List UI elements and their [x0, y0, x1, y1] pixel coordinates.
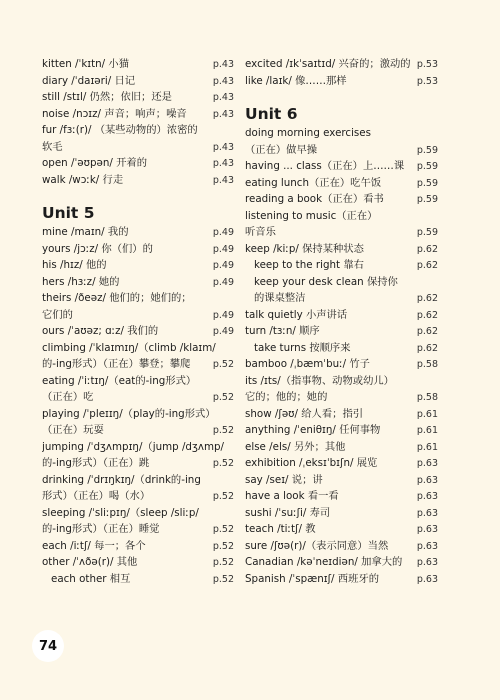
entry-page-ref: p.49	[212, 243, 234, 255]
vocab-entry	[245, 191, 438, 208]
entry-text: theirs /ðeəz/ 他们的；她们的；	[42, 292, 192, 304]
vocab-entry	[42, 106, 234, 123]
entry-text: climbing /ˈklaɪmɪŋ/（climb /klaɪm/	[42, 341, 216, 354]
entry-line	[245, 472, 438, 489]
entry-page-ref: p.49	[212, 309, 234, 321]
vocab-entry	[245, 125, 438, 158]
unit5-heading: Unit 5	[42, 204, 95, 222]
entry-line	[245, 257, 438, 274]
vocab-entry	[42, 340, 234, 373]
entry-text: Spanish /ˈspænɪʃ/ 西班牙的	[245, 572, 379, 585]
vocab-entry	[42, 257, 234, 274]
entry-page-ref: p.59	[416, 177, 438, 189]
entry-line	[245, 356, 438, 373]
entry-line	[42, 89, 234, 106]
entry-page-ref: p.52	[212, 458, 234, 469]
vocab-entry	[42, 290, 234, 323]
entry-page-ref: p.43	[212, 75, 234, 87]
entry-page-ref: p.43	[212, 59, 234, 70]
entry-line	[245, 175, 438, 192]
entry-text: each other 相互	[51, 572, 131, 585]
entry-line-continued	[42, 422, 234, 439]
entry-text: exhibition /ˌeksɪˈbɪʃn/ 展览	[245, 457, 378, 469]
entry-page-ref: p.53	[416, 75, 438, 87]
entry-line-continued	[245, 389, 438, 406]
vocab-entry	[245, 73, 438, 90]
unit6-heading: Unit 6	[245, 105, 298, 123]
entry-text: sushi /ˈsuːʃi/ 寿司	[245, 506, 331, 519]
entry-page-ref: p.63	[416, 458, 438, 469]
entry-page-ref: p.52	[212, 540, 234, 552]
entry-text: fur /fɜː(r)/ （某些动物的）浓密的	[42, 124, 198, 136]
vocab-entry	[245, 56, 438, 73]
vocab-entry	[245, 422, 438, 439]
right-column	[245, 56, 438, 587]
vocab-entry	[42, 274, 234, 291]
entry-text: sleeping /ˈsliːpɪŋ/（sleep /sliːp/	[42, 506, 199, 519]
entry-line	[42, 73, 234, 90]
entry-line	[245, 439, 438, 456]
vocab-entry	[245, 488, 438, 505]
entry-line	[42, 241, 234, 258]
entry-page-ref: p.61	[416, 441, 438, 453]
entry-line	[245, 241, 438, 258]
vocab-entry	[42, 73, 234, 90]
entry-line	[42, 505, 234, 522]
right-group1	[245, 56, 438, 89]
vocab-entry	[42, 554, 234, 571]
entry-text: yours /jɔːz/ 你（们）的	[42, 242, 153, 255]
entry-text: kitten /ˈkɪtn/ 小猫	[42, 58, 130, 70]
entry-line	[42, 340, 234, 357]
entry-line	[245, 406, 438, 423]
entry-page-ref: p.53	[416, 59, 438, 70]
entry-page-ref: p.62	[416, 326, 438, 337]
entry-page-ref: p.62	[416, 293, 438, 304]
entry-text: his /hɪz/ 他的	[42, 259, 107, 271]
entry-page-ref: p.61	[416, 408, 438, 420]
entry-line	[42, 439, 234, 456]
vocab-entry	[42, 472, 234, 505]
entry-page-ref: p.58	[416, 392, 438, 403]
entry-line-continued	[245, 290, 438, 307]
entry-page-ref: p.61	[416, 425, 438, 436]
entry-text: still /stɪl/ 仍然；依旧；还是	[42, 91, 172, 103]
entry-line-continued	[42, 139, 234, 156]
entry-line	[245, 125, 438, 142]
entry-line	[245, 73, 438, 90]
entry-text: other /ˈʌðə(r)/ 其他	[42, 556, 138, 568]
vocab-entry	[42, 406, 234, 439]
entry-page-ref: p.62	[416, 342, 438, 354]
entry-text: having ... class（正在）上……课	[245, 160, 405, 172]
entry-text: Canadian /kəˈneɪdiən/ 加拿大的	[245, 556, 403, 568]
right-group2	[245, 125, 438, 257]
entry-text: listening to music（正在）	[245, 209, 378, 222]
entry-line	[245, 488, 438, 505]
entry-text: eating /ˈiːtɪŋ/（eat的-ing形式）	[42, 374, 197, 387]
vocab-entry	[42, 505, 234, 538]
vocab-entry	[245, 175, 438, 192]
entry-line-continued	[42, 389, 234, 406]
entry-line	[245, 455, 438, 472]
vocab-entry	[42, 373, 234, 406]
entry-line	[42, 554, 234, 571]
entry-text: have a look 看一看	[245, 490, 339, 502]
vocab-entry	[42, 241, 234, 258]
entry-text: ours /ˈaʊəz; ɑːz/ 我们的	[42, 325, 159, 337]
entry-text: keep your desk clean 保持你	[254, 275, 398, 288]
entry-line	[42, 172, 234, 189]
vocab-entry	[245, 455, 438, 472]
vocab-entry	[42, 122, 234, 155]
left-group2	[42, 224, 234, 571]
entry-page-ref: p.49	[212, 326, 234, 337]
vocab-entry	[245, 274, 438, 307]
entry-text: walk /wɔːk/ 行走	[42, 173, 124, 186]
entry-text: 的-ing形式）（正在）跳	[42, 457, 150, 469]
entry-text: show /ʃəʊ/ 给人看；指引	[245, 407, 364, 420]
vocab-entry	[245, 257, 438, 274]
entry-line	[42, 373, 234, 390]
entry-line	[245, 307, 438, 324]
entry-line	[42, 472, 234, 489]
vocab-entry	[245, 406, 438, 423]
entry-line	[245, 340, 438, 357]
entry-page-ref: p.43	[212, 92, 234, 103]
vocab-entry	[245, 538, 438, 555]
entry-text: 它的；他的；她的	[245, 391, 328, 403]
entry-text: （正在）玩耍	[42, 424, 104, 436]
entry-line	[42, 224, 234, 241]
entry-line	[245, 373, 438, 390]
entry-page-ref: p.59	[416, 161, 438, 172]
entry-text: noise /nɔɪz/ 声音；响声；噪音	[42, 107, 187, 120]
entry-text: 形式）（正在）喝（水）	[42, 490, 151, 502]
entry-page-ref: p.58	[416, 359, 438, 370]
entry-text: say /seɪ/ 说；讲	[245, 473, 323, 486]
entry-page-ref: p.43	[212, 141, 234, 153]
entry-text: open /ˈəʊpən/ 开着的	[42, 157, 147, 169]
vocab-entry	[245, 340, 438, 357]
entry-page-ref: p.62	[416, 309, 438, 321]
entry-page-ref: p.62	[416, 243, 438, 255]
entry-text: eating lunch（正在）吃午饭	[245, 176, 382, 189]
entry-line	[245, 521, 438, 538]
entry-line	[245, 208, 438, 225]
entry-line	[42, 155, 234, 172]
entry-line	[245, 274, 438, 291]
entry-text: jumping /ˈdʒʌmpɪŋ/（jump /dʒʌmp/	[42, 440, 225, 453]
entry-page-ref: p.63	[416, 557, 438, 568]
entry-line	[42, 290, 234, 307]
entry-line	[42, 323, 234, 340]
entry-page-ref: p.59	[416, 194, 438, 205]
entry-line-continued	[42, 455, 234, 472]
entry-page-ref: p.63	[416, 540, 438, 552]
entry-text: excited /ɪkˈsaɪtɪd/ 兴奋的；激动的	[245, 58, 411, 70]
right-group3	[245, 307, 438, 340]
entry-text: diary /ˈdaɪəri/ 日记	[42, 74, 136, 87]
entry-page-ref: p.62	[416, 260, 438, 271]
left-column	[42, 56, 234, 587]
vocab-entry	[42, 89, 234, 106]
entry-page-ref: p.52	[212, 392, 234, 403]
entry-page-ref: p.63	[416, 524, 438, 535]
entry-line	[42, 257, 234, 274]
entry-line	[42, 274, 234, 291]
entry-text: mine /maɪn/ 我的	[42, 226, 129, 238]
entry-line	[245, 323, 438, 340]
entry-line-continued	[245, 142, 438, 159]
entry-text: turn /tɜːn/ 顺序	[245, 325, 320, 337]
entry-line	[42, 538, 234, 555]
entry-text: 听音乐	[245, 226, 276, 238]
entry-line-continued	[42, 521, 234, 538]
entry-text: teach /tiːtʃ/ 教	[245, 523, 316, 535]
entry-line	[42, 56, 234, 73]
entry-page-ref: p.52	[212, 359, 234, 370]
vocab-entry	[42, 56, 234, 73]
entry-text: else /els/ 另外；其他	[245, 440, 346, 453]
vocab-entry	[42, 172, 234, 189]
entry-text: 软毛	[42, 140, 63, 153]
entry-text: playing /ˈpleɪɪŋ/（play的-ing形式）	[42, 407, 216, 420]
vocab-entry	[245, 472, 438, 489]
entry-text: doing morning exercises	[245, 127, 371, 139]
vocab-entry	[245, 439, 438, 456]
vocab-entry	[42, 224, 234, 241]
entry-text: anything /ˈeniθɪŋ/ 任何事物	[245, 424, 381, 436]
vocab-entry	[245, 323, 438, 340]
entry-text: talk quietly 小声讲话	[245, 308, 348, 321]
right-group3-sub	[245, 340, 438, 357]
entry-text: （正在）吃	[42, 391, 94, 403]
vocab-entry	[42, 439, 234, 472]
vocab-entry	[245, 208, 438, 241]
entry-text: its /ɪts/（指事物、动物或幼儿）	[245, 374, 394, 387]
entry-line-continued	[42, 307, 234, 324]
vocab-entry	[42, 323, 234, 340]
entry-line-continued	[42, 488, 234, 505]
entry-text: keep to the right 靠右	[254, 259, 364, 271]
entry-line-continued	[245, 224, 438, 241]
entry-text: 的-ing形式）（正在）攀登；攀爬	[42, 358, 191, 370]
left-group1	[42, 56, 234, 188]
entry-line	[245, 191, 438, 208]
entry-line	[245, 554, 438, 571]
entry-line	[245, 538, 438, 555]
vocab-entry	[42, 538, 234, 555]
entry-page-ref: p.43	[212, 158, 234, 169]
entry-page-ref: p.59	[416, 144, 438, 156]
entry-text: bamboo /ˌbæmˈbuː/ 竹子	[245, 358, 370, 370]
entry-line	[42, 406, 234, 423]
entry-page-ref: p.63	[416, 573, 438, 585]
entry-page-ref: p.59	[416, 227, 438, 238]
entry-page-ref: p.49	[212, 276, 234, 288]
vocab-entry	[245, 307, 438, 324]
entry-text: each /iːtʃ/ 每一；各个	[42, 539, 146, 552]
entry-page-ref: p.63	[416, 474, 438, 486]
entry-page-ref: p.52	[212, 573, 234, 585]
right-group2-sub	[245, 257, 438, 307]
entry-line	[245, 422, 438, 439]
vocab-entry	[245, 521, 438, 538]
entry-line	[42, 571, 234, 588]
entry-text: 的课桌整洁	[254, 292, 306, 304]
entry-page-ref: p.63	[416, 507, 438, 519]
vocab-entry	[245, 241, 438, 258]
entry-text: sure /ʃʊə(r)/（表示同意）当然	[245, 539, 389, 552]
entry-page-ref: p.52	[212, 491, 234, 502]
entry-text: 它们的	[42, 308, 73, 321]
entry-page-ref: p.52	[212, 557, 234, 568]
entry-line	[245, 56, 438, 73]
right-group4	[245, 356, 438, 587]
entry-page-ref: p.49	[212, 227, 234, 238]
entry-text: take turns 按顺序来	[254, 341, 351, 354]
entry-line	[245, 158, 438, 175]
entry-page-ref: p.52	[212, 524, 234, 535]
entry-text: keep /kiːp/ 保持某种状态	[245, 242, 364, 255]
entry-text: like /laɪk/ 像……那样	[245, 74, 347, 87]
vocab-entry	[245, 158, 438, 175]
entry-page-ref: p.63	[416, 491, 438, 502]
entry-page-ref: p.49	[212, 260, 234, 271]
vocab-entry	[245, 505, 438, 522]
entry-text: （正在）做早操	[245, 143, 318, 156]
entry-page-ref: p.52	[212, 425, 234, 436]
entry-line	[42, 122, 234, 139]
entry-page-ref: p.43	[212, 174, 234, 186]
vocab-entry	[245, 554, 438, 571]
vocab-entry	[42, 571, 234, 588]
entry-line	[42, 106, 234, 123]
vocab-entry	[245, 571, 438, 588]
entry-text: hers /hɜːz/ 她的	[42, 275, 120, 288]
vocab-entry	[245, 356, 438, 373]
entry-text: drinking /ˈdrɪŋkɪŋ/（drink的-ing	[42, 473, 201, 486]
entry-line-continued	[42, 356, 234, 373]
vocab-entry	[245, 373, 438, 406]
entry-text: reading a book（正在）看书	[245, 193, 384, 205]
entry-line	[245, 571, 438, 588]
vocab-entry	[42, 155, 234, 172]
entry-page-ref: p.43	[212, 108, 234, 120]
entry-text: 的-ing形式）（正在）睡觉	[42, 523, 160, 535]
left-group2-sub	[42, 571, 234, 588]
page-number: 74	[32, 630, 64, 662]
entry-line	[245, 505, 438, 522]
